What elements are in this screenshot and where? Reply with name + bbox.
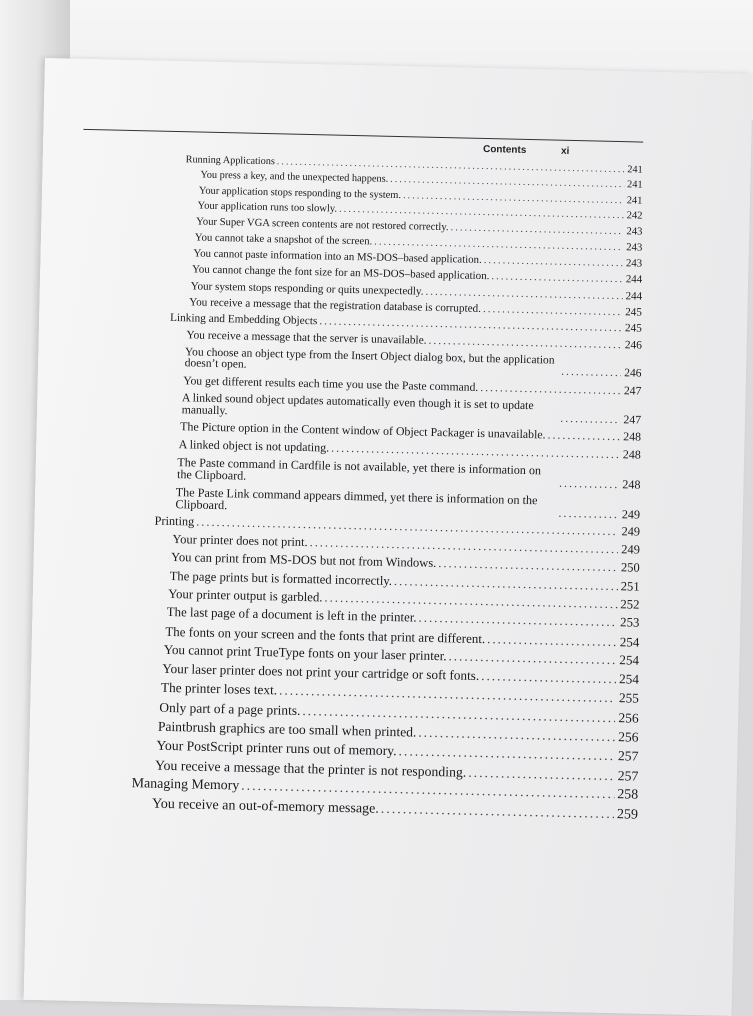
toc-leader-dots [547,430,620,444]
toc-entry-page-number: 254 [619,633,640,650]
toc-entry-title: You receive a message that the server is unavailable. [186,329,427,347]
toc-entry-page-number: 259 [616,807,639,824]
toc-entry-page-number: 246 [624,339,643,352]
toc-entry-page-number: 249 [621,542,641,557]
toc-entry-page-number: 245 [625,306,643,319]
running-header-page-number: xi [560,145,570,157]
toc-leader-dots [374,237,623,253]
toc-entry-title: You receive a message that the registration database is corrupted. [189,296,482,315]
toc-entry-page-number: 243 [626,241,643,255]
toc-entry-title: Managing Memory [131,776,240,795]
toc-leader-dots [331,442,620,461]
running-header-title: Contents [482,143,527,156]
toc-leader-dots [418,725,615,743]
toc-entry-page-number: 247 [623,384,642,398]
toc-entry-title: The Paste Link command appears dimmed, yet there is information on the Clipboard. [175,484,538,512]
toc-entry-title: Linking and Embedding Objects [169,312,318,328]
toc-entry-title: You receive an out-of-memory message. [151,796,380,818]
toc-entry-title: You cannot print TrueType fonts on your laser printer. [163,642,447,664]
toc-entry-title: You cannot change the font size for an MS-DOS–based application. [191,263,490,283]
toc-entry-title: You can print from MS-DOS but not from Windows. [170,550,437,571]
table-of-contents [28,152,643,829]
toc-entry-title: The Paste command in Cardfile is not available, yet there is information on the Clipboard. [176,454,542,483]
toc-entry-page-number: 255 [618,690,640,707]
toc-leader-dots [483,304,622,318]
toc-leader-dots [324,591,617,610]
toc-entry-page-number: 247 [623,413,642,427]
toc-entry-page-number: 248 [622,447,641,462]
toc-leader-dots [561,367,621,380]
toc-entry-title: Your PostScript printer runs out of memory. [156,737,397,759]
toc-leader-dots [339,205,624,222]
toc-leader-dots [428,336,621,352]
toc-entry-title: The page prints but is formatted incorrectly. [169,568,393,588]
toc-leader-dots [310,536,619,555]
toc-leader-dots [279,684,616,705]
toc-leader-dots [487,632,617,648]
toc-entry-title: You get different results each time you use the Paste command. [183,374,479,395]
toc-leader-dots [394,575,618,593]
toc-entry-title: You press a key, and the unexpected happens. [200,169,389,186]
toc-entry-page-number: 244 [625,273,643,286]
toc-leader-dots [418,612,617,629]
toc-entry-title: You receive a message that the printer is not responding. [154,757,467,780]
toc-entry-page-number: 243 [626,225,643,238]
toc-leader-dots [425,286,622,302]
toc-entry-title: Only part of a page prints. [159,699,301,718]
toc-leader-dots [398,744,615,763]
toc-entry-page-number: 249 [621,524,641,540]
toc-leader-dots [403,191,624,206]
toc-entry-title: The Picture option in the Content window of Object Packager is unavailable. [180,419,546,442]
toc-entry-page-number: 242 [626,210,643,222]
toc-leader-dots [302,704,615,725]
toc-entry-page-number: 248 [622,477,641,492]
toc-entry-page-number: 248 [623,429,642,444]
toc-entry-title: Your printer does not print. [172,532,308,550]
toc-entry [175,486,640,521]
toc-leader-dots [450,223,623,238]
toc-entry-page-number: 243 [625,257,643,270]
toc-entry-title: You cannot take a snapshot of the screen. [194,231,373,248]
toc-entry-page-number: 241 [626,194,643,207]
book-page [24,58,753,1016]
toc-entry [152,798,638,823]
toc-leader-dots [381,803,614,822]
toc-entry-title: Paintbrush graphics are too small when printed. [157,718,417,740]
toc-entry-page-number: 245 [624,322,643,335]
toc-entry-page-number: 244 [625,289,643,303]
toc-entry-page-number: 252 [620,596,640,612]
toc-entry-page-number: 241 [626,179,643,191]
toc-leader-dots [558,507,619,521]
toc-entry-title: Your laser printer does not print your cartridge or soft fonts. [162,661,480,684]
header-rule [83,129,643,143]
toc-entry-page-number: 251 [620,578,640,594]
toc-leader-dots [468,766,615,783]
toc-leader-dots [241,780,614,802]
toc-entry-page-number: 253 [619,615,640,630]
toc-entry-page-number: 256 [618,709,639,726]
toc-entry-title: You cannot paste information into an MS-DOS–based application. [193,247,482,267]
toc-entry-title: You choose an object type from the Insert Object dialog box, but the application doesn’t open. [184,345,555,371]
toc-entry-page-number: 257 [617,748,639,764]
toc-entry-page-number: 249 [621,506,641,522]
toc-entry-title: The fonts on your screen and the fonts that print are different. [165,623,486,646]
toc-leader-dots [480,382,621,397]
toc-entry-page-number: 256 [618,729,639,745]
toc-entry-title: Your printer output is garbled. [168,586,323,605]
toc-leader-dots [448,650,616,667]
toc-leader-dots [560,413,620,426]
toc-entry-page-number: 258 [617,787,639,804]
toc-entry-title: The printer loses text. [160,680,278,698]
toc-leader-dots [484,255,623,269]
toc-leader-dots [491,272,623,286]
toc-entry-title: A linked object is not updating. [178,437,330,455]
toc-entry-page-number: 254 [618,671,640,687]
toc-entry [177,456,641,491]
toc-leader-dots [438,557,618,574]
toc-entry-page-number: 257 [617,767,639,784]
toc-leader-dots [559,477,620,490]
toc-entry-title: Your application runs too slowly. [197,200,338,215]
toc-entry-page-number: 254 [619,652,640,669]
toc-entry-title: Your system stops responding or quits unexpectedly. [190,279,424,298]
toc-entry-page-number: 250 [620,560,640,575]
toc-leader-dots [481,669,616,685]
toc-entry-title: Your Super VGA screen contents are not restored correctly. [196,216,449,233]
toc-leader-dots [390,175,624,191]
toc-entry-title: The last page of a document is left in the printer. [166,605,417,625]
toc-entry-title: Printing [154,514,195,529]
toc-entry-title: A linked sound object updates automatically even though it is set to update manually. [181,391,534,418]
toc-leader-dots [319,317,622,335]
toc-entry-title: Running Applications [185,154,275,168]
toc-entry-page-number: 246 [624,367,642,380]
toc-entry-title: Your application stops responding to the system. [198,185,402,201]
toc-entry-page-number: 241 [627,164,643,176]
